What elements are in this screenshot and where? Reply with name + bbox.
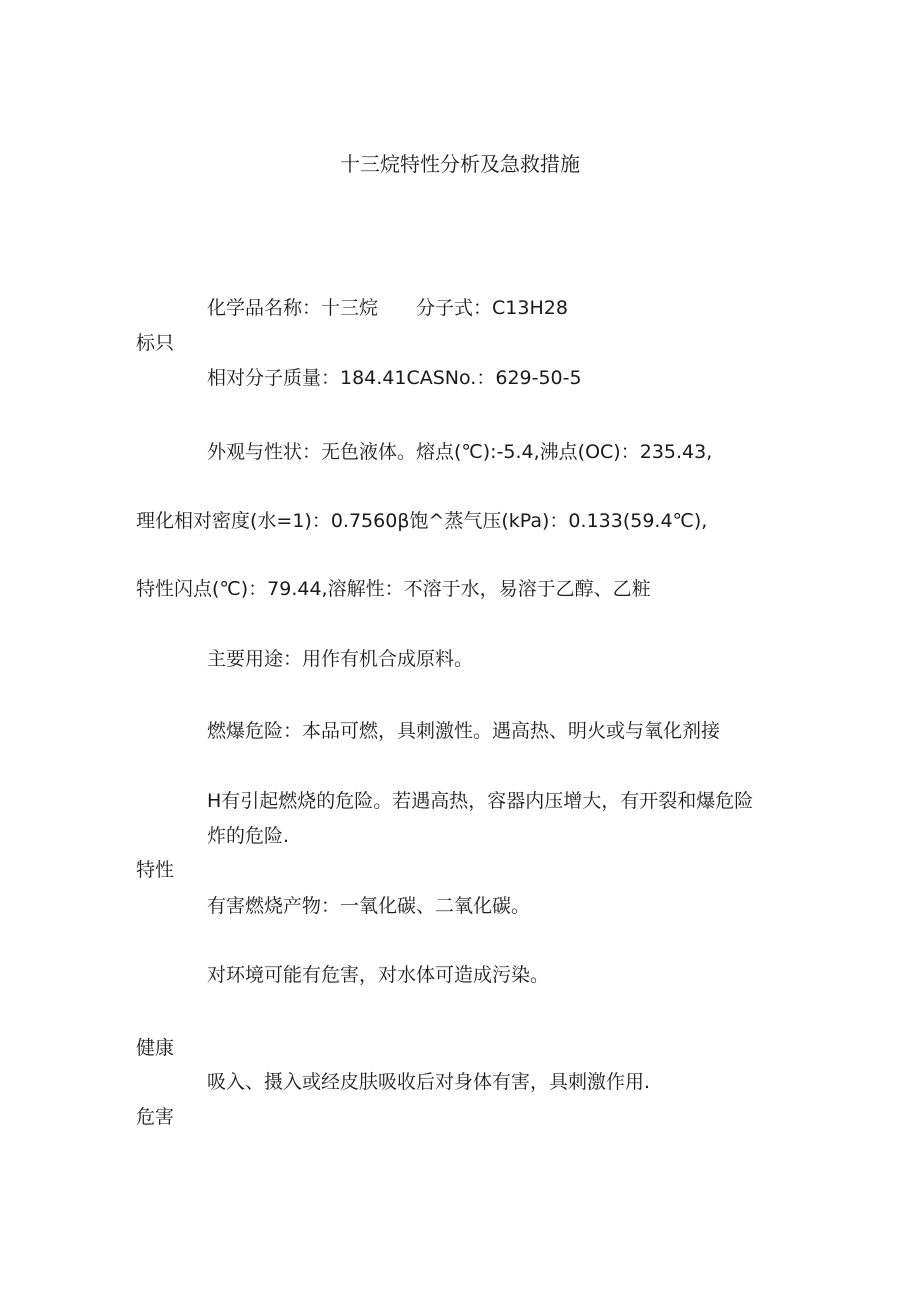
appearance-line: 外观与性状：无色液体。熔点(℃):-5.4,沸点(OC)：235.43, [207, 441, 713, 463]
section-label-physchem-1: 理化 [136, 510, 175, 532]
fire-hazard-line-2: H有引起燃烧的危险。若遇高热，容器内压增大，有开裂和爆危险 [207, 790, 754, 812]
health-hazard-line: 吸入、摄入或经皮肤吸收后对身体有害，具刺激作用. [207, 1071, 651, 1093]
main-use-line: 主要用途：用作有机合成原料。 [207, 648, 474, 670]
chemical-name-line: 化学品名称：十三烷 分子式：C13H28 [207, 297, 568, 319]
combustion-products-line: 有害燃烧产物：一氧化碳、二氧化碳。 [207, 895, 531, 917]
fire-hazard-line-3: 炸的危险. [207, 825, 290, 847]
density-vapor-line: 相对密度(水=1)：0.7560β饱^蒸气压(kPa)：0.133(59.4℃), [174, 510, 708, 532]
flash-solubility-line: 闪点(℃)：79.44,溶解性：不溶于水，易溶于乙醇、乙粧 [174, 578, 651, 600]
section-label-hazard-property: 特性 [136, 859, 175, 881]
section-label-health-1: 健康 [136, 1037, 175, 1059]
section-label-health-2: 危害 [136, 1106, 175, 1128]
document-title: 十三烷特性分析及急救措施 [340, 152, 580, 176]
molecular-weight-cas-line: 相对分子质量：184.41CASNo.：629-50-5 [207, 367, 582, 389]
section-label-physchem-2: 特性 [136, 578, 175, 600]
fire-hazard-line-1: 燃爆危险：本品可燃，具刺激性。遇高热、明火或与氧化剂接 [207, 720, 721, 742]
section-label-identification: 标只 [136, 332, 175, 354]
environment-line: 对环境可能有危害，对水体可造成污染。 [207, 964, 550, 986]
